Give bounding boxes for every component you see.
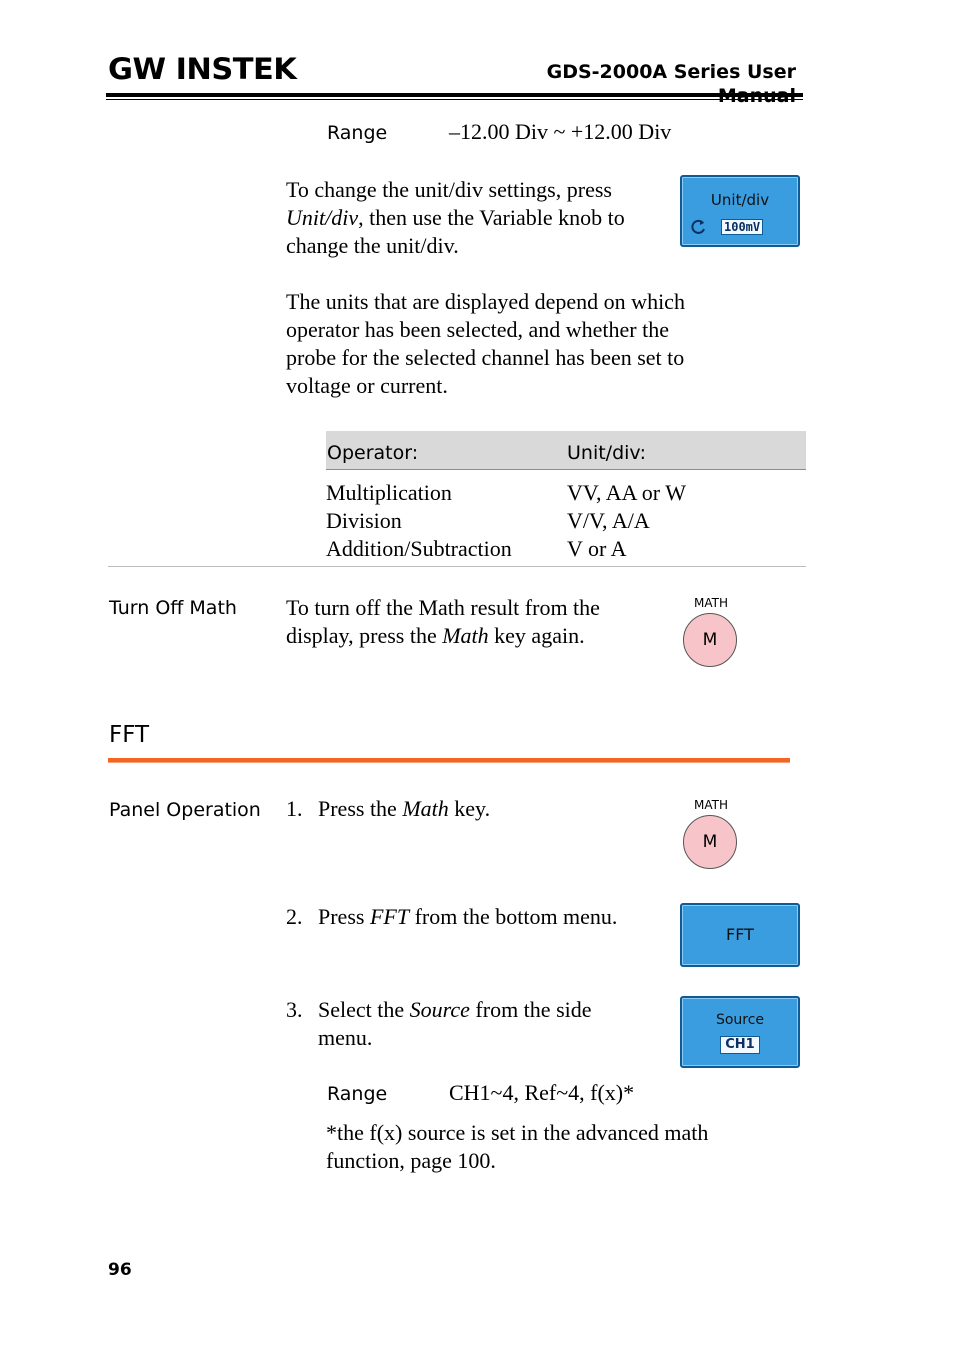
table-header-operator: Operator: [327, 442, 419, 464]
table-row-division-operator: Division [326, 508, 402, 533]
math-key-caption-fft: MATH [694, 798, 728, 812]
fft-section-heading: FFT [109, 722, 150, 748]
fft-key-label: FFT [726, 925, 754, 944]
gw-instek-logo: GW INSTEK [108, 52, 297, 86]
table-row-division-unit: V/V, A/A [567, 508, 650, 533]
source-softkey[interactable] [680, 996, 800, 1068]
step-1-text: Press the Math key. [318, 796, 491, 821]
turn-off-math-paragraph: To turn off the Math result from the display, press the Math key again. [286, 595, 600, 648]
step-2-number: 2. [286, 904, 303, 929]
section-divider [108, 566, 806, 567]
source-range-label: Range [327, 1083, 388, 1105]
unit-div-softkey[interactable] [680, 175, 800, 247]
table-row-multiplication-unit: VV, AA or W [567, 480, 686, 505]
units-explanation-paragraph: The units that are displayed depend on which operator has been selected, and whether the probe for the selected channel has been set to voltage or current. [286, 289, 685, 398]
source-key-value: CH1 [720, 1036, 760, 1054]
step-3-number: 3. [286, 997, 303, 1022]
panel-operation-label: Panel Operation [109, 799, 261, 821]
step-3-text: Select the Source from the side menu. [318, 997, 592, 1050]
range-value: –12.00 Div ~ +12.00 Div [449, 119, 672, 144]
header-rule [106, 93, 803, 97]
step-1-number: 1. [286, 796, 303, 821]
source-key-label: Source [715, 1012, 765, 1028]
unit-div-value: 100mV [721, 219, 763, 235]
unit-div-key-label: Unit/div [710, 191, 770, 209]
fft-heading-rule [108, 758, 790, 762]
unit-div-key-name: Unit/div [286, 205, 359, 230]
table-row-addsub-operator: Addition/Subtraction [326, 536, 512, 561]
range-label: Range [327, 122, 388, 144]
table-header-unit-div: Unit/div: [567, 442, 647, 464]
source-range-value: CH1~4, Ref~4, f(x)* [449, 1080, 635, 1105]
page-number: 96 [108, 1260, 132, 1280]
math-key-name: Math [442, 623, 489, 648]
fx-source-footnote: *the f(x) source is set in the advanced math function, page 100. [326, 1120, 709, 1173]
table-row-multiplication-operator: Multiplication [326, 480, 452, 505]
math-key-button[interactable]: M [683, 613, 737, 667]
step-2-text: Press FFT from the bottom menu. [318, 904, 618, 929]
variable-knob-icon [688, 217, 708, 237]
manual-title: GDS-2000A Series User [546, 61, 796, 83]
change-unit-div-paragraph: To change the unit/div settings, press Unit/div, then use the Variable knob to change the unit/div. [286, 177, 625, 258]
fft-softkey[interactable] [680, 903, 800, 967]
math-key-caption: MATH [694, 596, 728, 610]
turn-off-math-label: Turn Off Math [109, 597, 237, 619]
header-rule-thin [106, 99, 803, 100]
math-key-button-fft[interactable]: M [683, 815, 737, 869]
table-row-addsub-unit: V or A [567, 536, 627, 561]
